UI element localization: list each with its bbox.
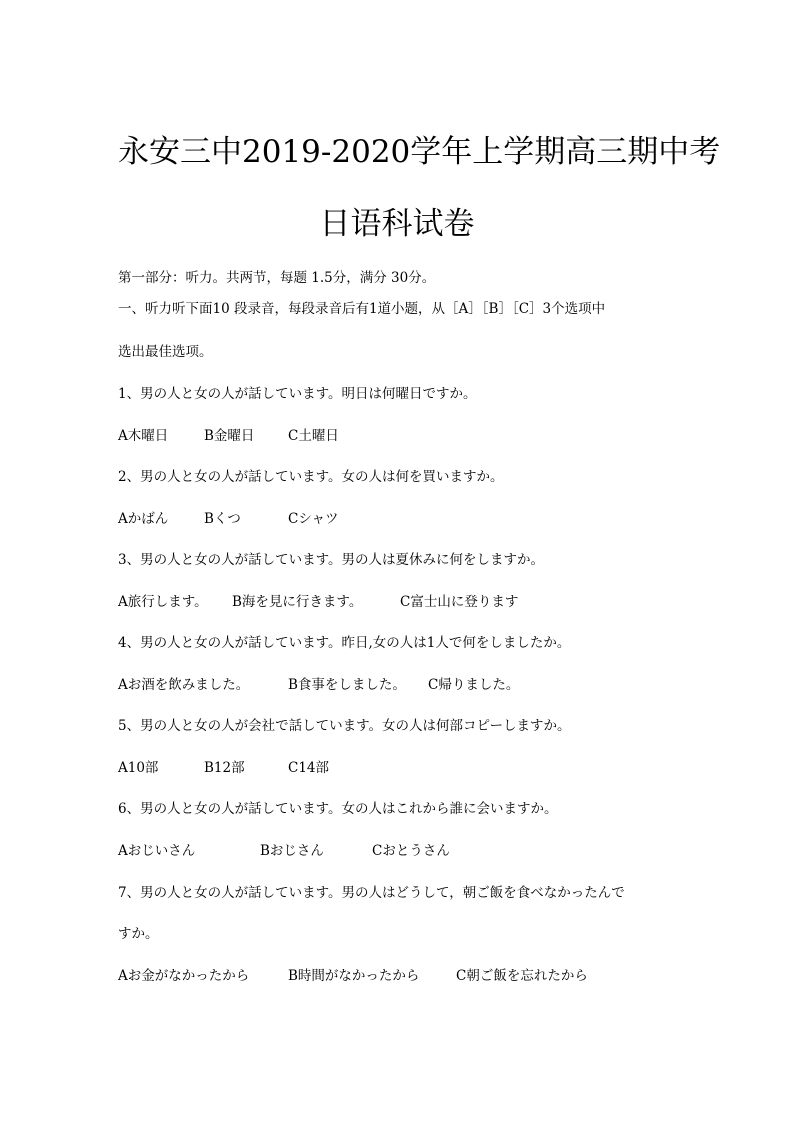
option-b: Bくつ: [204, 511, 241, 527]
instruction-line-1: 一、听力听下面10 段录音，每段录音后有1道小题，从［A］［B］［C］3个选项中: [118, 301, 606, 317]
question-7-line-1: 7、男の人と女の人が話しています。男の人はどうして，朝ご飯を食べなかったんで: [118, 885, 625, 901]
option-a: A木曜日: [118, 428, 169, 444]
option-c: Cシャツ: [288, 511, 339, 527]
question-6: 6、男の人と女の人が話しています。女の人はこれから誰に会いますか。: [118, 801, 558, 817]
question-3: 3、男の人と女の人が話しています。男の人は夏休みに何をしますか。: [118, 552, 545, 568]
question-5: 5、男の人と女の人が会社で話しています。女の人は何部コピーしますか。: [118, 718, 571, 734]
option-b: B食事をしました。: [288, 677, 406, 693]
option-a: A10部: [118, 760, 159, 776]
instruction-line-2: 选出最佳选项。: [118, 344, 213, 360]
section-header: 第一部分：听力。共两节，每题 1.5分，满分 30分。: [118, 270, 436, 286]
option-c: Cおとうさん: [372, 843, 450, 859]
option-b: B海を見に行きます。: [232, 594, 363, 610]
option-c: C土曜日: [288, 428, 339, 444]
option-c: C14部: [288, 760, 330, 776]
option-a: Aおじいさん: [118, 843, 196, 859]
option-b: B12部: [204, 760, 245, 776]
option-a: Aかばん: [118, 511, 169, 527]
option-b: B時間がなかったから: [288, 968, 420, 984]
option-c: C富士山に登ります: [400, 594, 519, 610]
exam-title: 永安三中2019-2020学年上学期高三期中考: [118, 134, 721, 170]
option-b: Bおじさん: [260, 843, 324, 859]
option-c: C朝ご飯を忘れたから: [456, 968, 588, 984]
option-a: A旅行します。: [118, 594, 208, 610]
option-a: Aお酒を飲みました。: [118, 677, 250, 693]
option-c: C帰りました。: [428, 677, 520, 693]
question-7-line-2: すか。: [118, 926, 159, 942]
question-1: 1、男の人と女の人が話しています。明日は何曜日ですか。: [118, 386, 477, 402]
option-a: Aお金がなかったから: [118, 968, 250, 984]
question-2: 2、男の人と女の人が話しています。女の人は何を買いますか。: [118, 469, 504, 485]
question-4: 4、男の人と女の人が話しています。昨日,女の人は1人で何をしましたか。: [118, 635, 571, 651]
option-b: B金曜日: [204, 428, 255, 444]
exam-subtitle: 日语科试卷: [319, 206, 475, 242]
